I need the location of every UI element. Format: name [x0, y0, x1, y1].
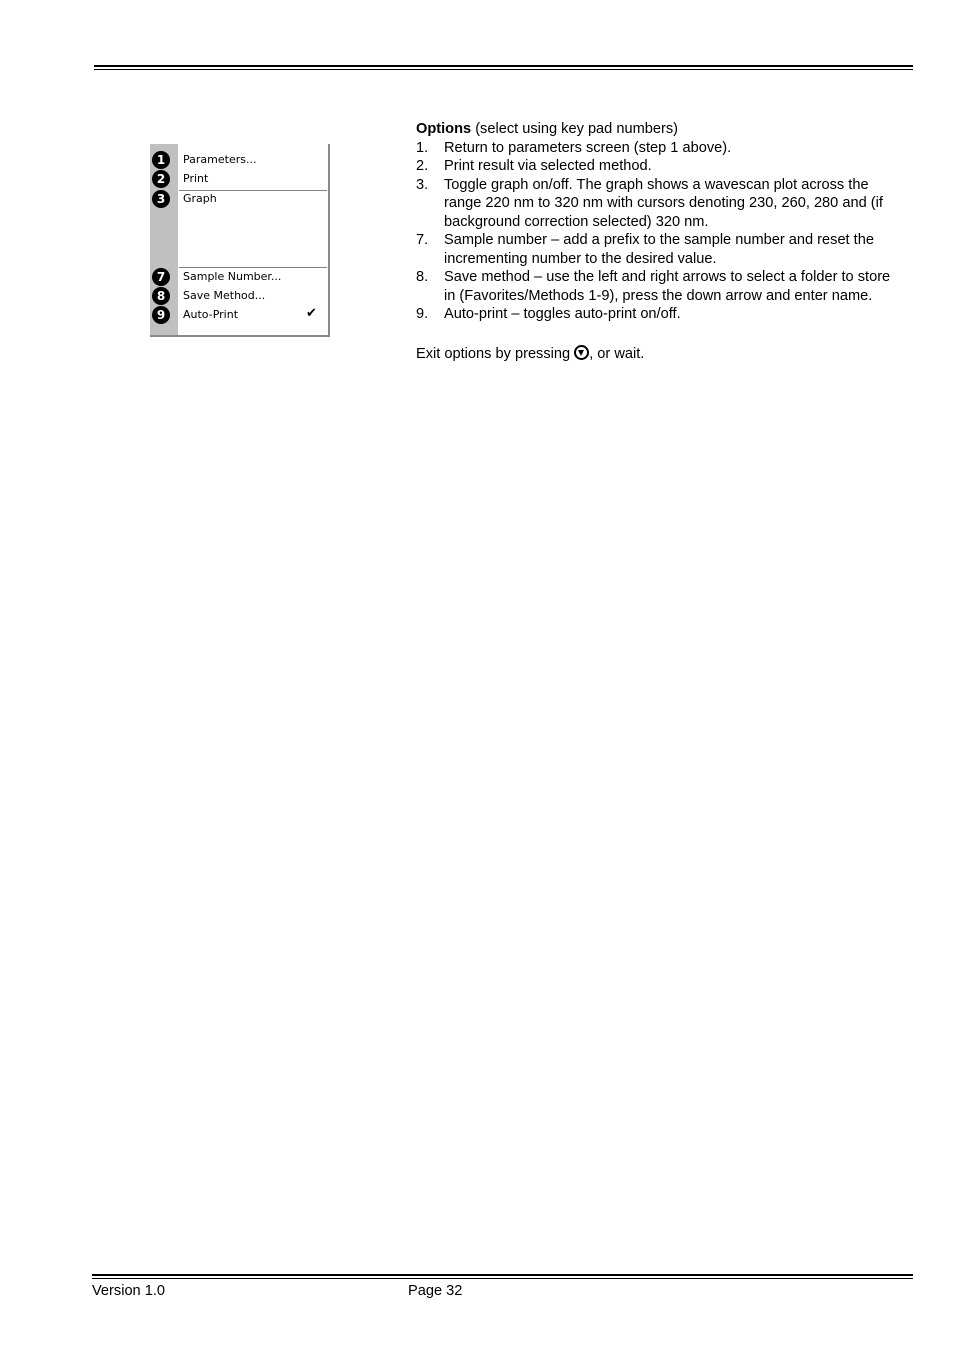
menu-item-sample-number[interactable]: [150, 267, 328, 286]
menu-item-label: Graph: [183, 192, 217, 205]
header-rule: [94, 65, 913, 67]
list-item: [416, 231, 896, 268]
list-item-text: Return to parameters screen (step 1 above).: [444, 139, 732, 156]
list-item-text: Toggle graph on/off. The graph shows a wavescan plot across the range 220 nm to 320 nm with cursors denoting 230, 260, 280 and (if background correction selected) 320 nm.: [444, 176, 883, 230]
menu-item-label: Parameters...: [183, 153, 257, 166]
footer-version: Version 1.0: [92, 1283, 166, 1299]
menu-item-save-method[interactable]: [150, 286, 328, 305]
menu-item-label: Print: [183, 172, 209, 185]
list-item-number: 9.: [416, 306, 429, 322]
menu-item-label: Auto-Print: [183, 308, 239, 321]
list-item-number: 1.: [416, 139, 429, 156]
options-description: [416, 120, 896, 363]
list-item-number: 2.: [416, 158, 429, 174]
list-item-text: Save method – use the left and right arrows to select a folder to store in (Favorites/Methods 1-9), press the down arrow and enter name.: [444, 269, 891, 304]
list-item-text: Sample number – add a prefix to the sample number and reset the incrementing number to the desired value.: [444, 232, 874, 267]
footer-rule-thin: [92, 1278, 913, 1279]
list-item-text: Auto-print – toggles auto-print on/off.: [444, 306, 681, 322]
menu-item-label: Sample Number...: [183, 270, 282, 283]
checkmark-icon: ✔: [306, 306, 317, 321]
list-item-text: Print result via selected method.: [444, 158, 652, 174]
key-9-icon: 9: [152, 306, 170, 324]
options-menu-screenshot: [150, 144, 330, 337]
exit-instruction: [416, 345, 896, 364]
list-item: [416, 305, 896, 324]
menu-item-graph[interactable]: [150, 189, 328, 208]
key-8-icon: 8: [152, 287, 170, 305]
exit-text-before: Exit options by pressing: [416, 345, 575, 362]
key-3-icon: 3: [152, 190, 170, 208]
options-heading-bold: Options: [416, 121, 472, 137]
list-item: [416, 176, 896, 232]
list-item-number: 7.: [416, 232, 429, 248]
stop-icon: [574, 345, 589, 360]
list-item: [416, 157, 896, 176]
menu-item-label: Save Method...: [183, 289, 266, 302]
list-item-number: 8.: [416, 269, 429, 285]
key-7-icon: 7: [152, 268, 170, 286]
footer-rule: [92, 1274, 913, 1276]
menu-item-auto-print[interactable]: [150, 305, 328, 324]
key-1-icon: 1: [152, 151, 170, 169]
key-2-icon: 2: [152, 170, 170, 188]
footer-page-number: Page 32: [408, 1283, 463, 1299]
exit-text-after: , or wait.: [589, 345, 645, 362]
menu-item-print[interactable]: [150, 169, 328, 188]
list-item-number: 3.: [416, 176, 429, 193]
list-item: [416, 268, 896, 305]
options-list: [416, 139, 896, 324]
header-rule-thin: [94, 69, 913, 70]
list-item: [416, 139, 896, 158]
options-heading: [416, 120, 896, 139]
menu-item-parameters[interactable]: [150, 150, 328, 169]
options-heading-rest: (select using key pad numbers): [471, 121, 678, 137]
